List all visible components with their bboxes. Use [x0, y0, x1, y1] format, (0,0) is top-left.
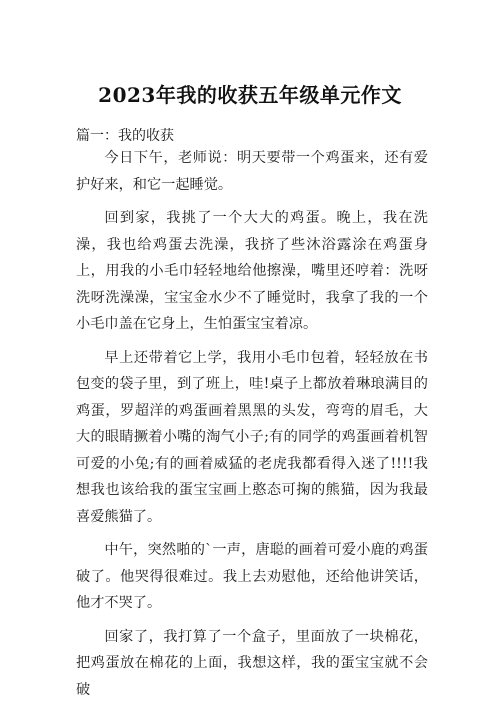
- document-title: 2023年我的收获五年级单元作文: [98, 83, 402, 107]
- paragraph-2: 回到家，我挑了一个大大的鸡蛋。晚上，我在洗澡，我也给鸡蛋去洗澡，我挤了些沐浴露涂在鸡蛋身上，用我的小毛巾轻轻地给他擦澡，嘴里还哼着：洗呀洗呀洗澡澡，宝宝金水少不了睡觉时，我拿了我的一个小毛巾盖在它身上，生怕蛋宝宝着凉。: [76, 210, 428, 332]
- essay-body: [76, 145, 428, 710]
- paragraph-5: 回家了，我打算了一个盒子，里面放了一块棉花，把鸡蛋放在棉花的上面，我想这样，我的蛋宝宝就不会破: [76, 628, 428, 698]
- paragraph-3: 早上还带着它上学，我用小毛巾包着，轻轻放在书包变的袋子里，到了班上，哇!桌子上都放着琳琅满目的鸡蛋，罗超洋的鸡蛋画着黑黑的头发，弯弯的眉毛，大大的眼睛撅着小嘴的淘气小子;有的同学的鸡蛋画着机智可爱的小兔;有的画着威猛的老虎我都看得入迷了!!!!我想我也该给我的蛋宝宝画上憨态可掬的熊猫，因为我最喜爱熊猫了。: [76, 349, 428, 525]
- section-heading: 篇一：我的收获: [76, 128, 174, 144]
- paragraph-4: 中午，突然啪的`一声，唐聪的画着可爱小鹿的鸡蛋破了。他哭得很难过。我上去劝慰他，还给他讲笑话，他才不哭了。: [76, 542, 428, 611]
- paragraph-1: 今日下午，老师说：明天要带一个鸡蛋来，还有爱护好来，和它一起睡觉。: [76, 150, 428, 193]
